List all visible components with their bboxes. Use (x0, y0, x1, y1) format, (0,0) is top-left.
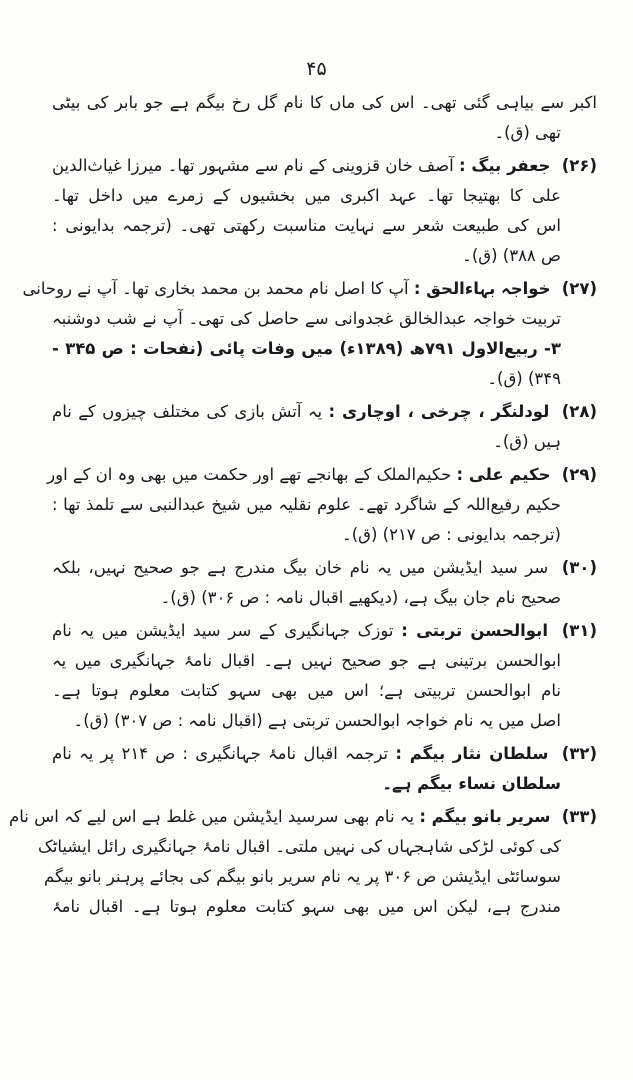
note-heading: لودلنگر ، چرخی ، اوچاری : (328, 402, 550, 421)
note-number: (۳۰) (561, 558, 597, 577)
note-number: (۲۷) (561, 279, 597, 298)
note-line: (ترجمہ بدایونی : ص ۲۱۷) (ق)۔ (342, 525, 561, 544)
note-heading: خواجہ بہاءالحق : (413, 279, 551, 298)
note-heading: سریر بانو بیگم : (419, 807, 551, 826)
note-number: (۳۲) (561, 744, 597, 763)
note-line: اکبر سے بیاہی گئی تھی۔ اس کی ماں کا نام گل رخ بیگم ہے جو بابر کی بیٹی (52, 93, 597, 112)
note-line: ترجمہ اقبال نامۂ جہانگیری : ص ۲۱۴ پر یہ نام (52, 744, 389, 763)
note-line: علی کا بھتیجا تھا۔ عہد اکبری میں بخشیوں کے زمرے میں داخل تھا۔ (52, 186, 561, 205)
note-line: صحیح نام جان بیگ ہے، (دیکھیے اقبال نامہ : ص ۳۰۶) (ق)۔ (160, 588, 561, 607)
note-line: اصل میں یہ نام خواجہ ابوالحسن تربتی ہے (اقبال نامہ : ص ۳۰۷) (ق)۔ (73, 711, 561, 730)
note-number: (۲۸) (561, 402, 597, 421)
note-27 (22, 274, 597, 394)
note-line: کی کوئی لڑکی شاہجہاں کی نہیں ملتی۔ اقبال نامۂ جہانگیری رائل ایشیاٹک (38, 837, 561, 856)
note-line: حکیم‌الملک کے بھانجے تھے اور حکمت میں بھی وہ ان کے اور (47, 465, 452, 484)
note-line: ابوالحسن برتینی ہے جو صحیح نہیں ہے۔ اقبال نامۂ جہانگیری میں یہ (52, 651, 561, 670)
note-31 (52, 616, 597, 736)
note-line: ص ۳۸۸) (ق)۔ (462, 246, 561, 265)
note-line: ہیں (ق)۔ (493, 432, 561, 451)
notes-body (9, 88, 597, 925)
note-heading: ابوالحسن تربتی : (401, 621, 548, 640)
note-line: مندرج ہے، لیکن اس میں بھی سہو کتابت معلوم ہوتا ہے۔ اقبال نامۂ (52, 897, 561, 916)
note-line: توزک جہانگیری کے سر سید ایڈیشن میں یہ نام (52, 621, 394, 640)
note-line: نام ابوالحسن تربیتی ہے؛ اس میں بھی سہو کتابت معلوم ہوتا ہے۔ (52, 681, 561, 700)
note-line: تھی (ق)۔ (494, 123, 561, 142)
note-line: ۳۴۹) (ق)۔ (487, 369, 561, 388)
note-number: (۲۹) (561, 465, 597, 484)
note-line: یہ نام بھی سرسید ایڈیشن میں غلط ہے اس لیے کہ اس نام (9, 807, 415, 826)
note-28 (52, 397, 597, 457)
note-line: سلطان نساء بیگم ہے۔ (382, 774, 561, 793)
note-line: حکیم رفیع‌اللہ کے شاگرد تھے۔ علوم نقلیہ میں شیخ عبدالنبی سے تلمذ تھا : (52, 495, 561, 514)
note-line: تربیت خواجہ عبدالخالق غجدوانی سے حاصل کی تھی۔ آپ نے شب دوشنبہ (52, 309, 561, 328)
note-line: ۳- ربیع‌الاول ۷۹۱ھ (۱۳۸۹ء) میں وفات پائی (نفحات : ص ۳۴۵ - (52, 339, 561, 358)
note-line: آصف خان قزوینی کے نام سے مشہور تھا۔ میرزا غیاث‌الدین (52, 156, 454, 175)
note-30 (52, 553, 597, 613)
note-26 (52, 151, 597, 271)
note-heading: جعفر بیگ : (459, 156, 551, 175)
note-heading: سلطان نثار بیگم : (395, 744, 549, 763)
page-number: ۴۵ (306, 58, 327, 80)
note-number: (۳۱) (561, 621, 597, 640)
note-line: آپ کا اصل نام محمد بن محمد بخاری تھا۔ آپ نے روحانی (22, 279, 409, 298)
note-29 (47, 460, 597, 550)
note-number: (۳۳) (561, 807, 597, 826)
note-33 (9, 802, 597, 922)
note-line: اس کی طبیعت شعر سے نہایت مناسبت رکھتی تھی۔ (ترجمہ بدایونی : (52, 216, 561, 235)
note-32 (52, 739, 597, 799)
note-number: (۲۶) (561, 156, 597, 175)
note-intro (52, 88, 597, 148)
note-heading: حکیم علی : (456, 465, 551, 484)
note-line: یہ آتش بازی کی مختلف چیزوں کے نام (52, 402, 323, 421)
note-line: سوسائٹی ایڈیشن ص ۳۰۶ پر یہ نام سریر بانو بیگم کی بجائے پرہنر بانو بیگم (43, 867, 561, 886)
note-line: سر سید ایڈیشن میں یہ نام خان بیگ مندرج ہے جو صحیح نہیں، بلکہ (52, 558, 549, 577)
